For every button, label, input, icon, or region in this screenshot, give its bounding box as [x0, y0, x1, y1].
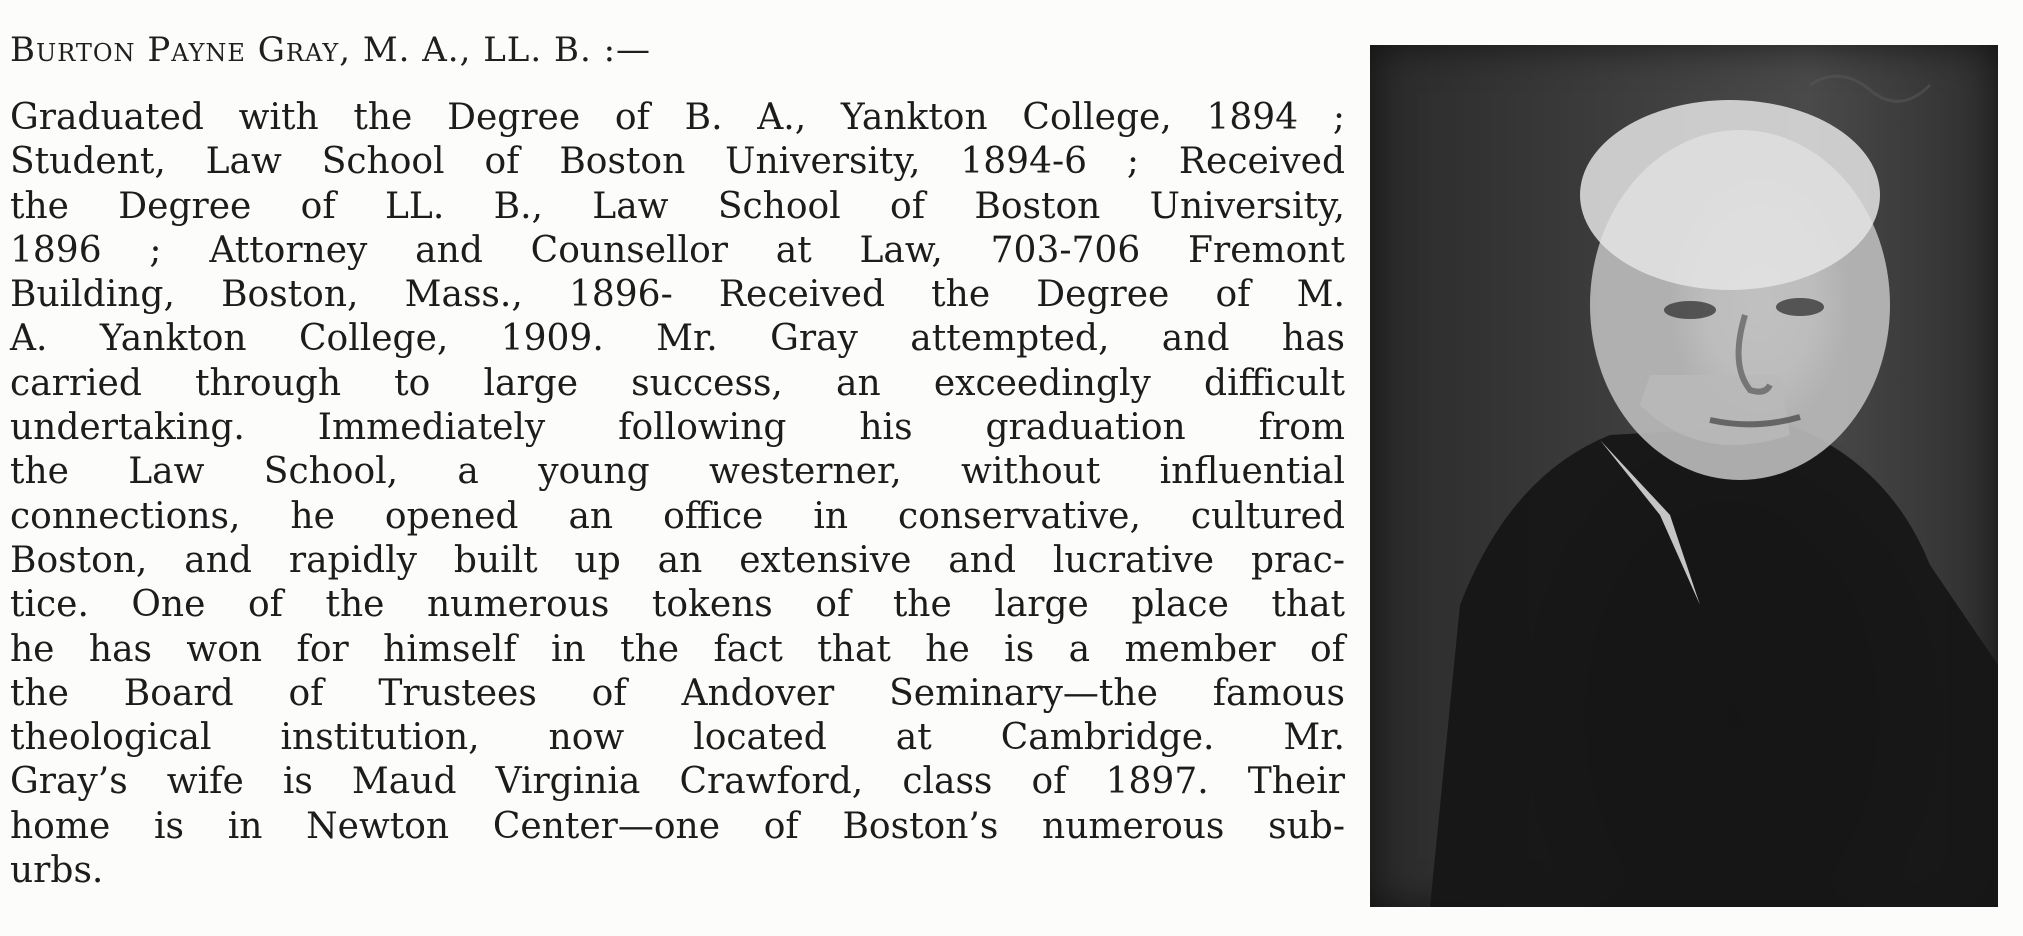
paragraph-line: tice. One of the numerous tokens of the large place that — [10, 584, 1345, 626]
paragraph-line: the Board of Trustees of Andover Seminary—the famous — [10, 672, 1345, 714]
paragraph-line: Boston, and rapidly built up an extensive and lucrative prac- — [10, 539, 1345, 581]
portrait-photo — [1370, 45, 1998, 907]
heading-name: Burton Payne Gray — [10, 30, 340, 70]
paragraph-line: the Degree of LL. B., Law School of Boston University, — [10, 185, 1345, 227]
heading-degrees: , M. A., LL. B. :— — [339, 30, 652, 70]
biography-heading — [10, 30, 651, 70]
paragraph-line: the Law School, a young westerner, without influential — [10, 451, 1345, 493]
paragraph-line: urbs. — [10, 850, 104, 892]
paragraph-line: home is in Newton Center—one of Boston’s numerous sub- — [10, 805, 1345, 847]
paragraph-line: 1896 ; Attorney and Counsellor at Law, 703-706 Fremont — [10, 229, 1345, 271]
paragraph-line: Gray’s wife is Maud Virginia Crawford, class of 1897. Their — [10, 761, 1345, 803]
paragraph-line: Building, Boston, Mass., 1896- Received the Degree of M. — [10, 274, 1345, 316]
paragraph-line: Student, Law School of Boston University, 1894-6 ; Received — [10, 141, 1345, 183]
biography-paragraph — [10, 96, 1345, 893]
paragraph-line: he has won for himself in the fact that he is a member of — [10, 628, 1345, 670]
portrait-illustration — [1370, 45, 1998, 907]
paragraph-line: theological institution, now located at Cambridge. Mr. — [10, 717, 1345, 759]
paragraph-line: connections, he opened an office in conservative, cultured — [10, 495, 1345, 537]
paragraph-line: carried through to large success, an exceedingly difficult — [10, 362, 1345, 404]
paragraph-line: Graduated with the Degree of B. A., Yankton College, 1894 ; — [10, 97, 1345, 138]
paragraph-line: A. Yankton College, 1909. Mr. Gray attempted, and has — [10, 318, 1345, 360]
paragraph-line: undertaking. Immediately following his graduation from — [10, 407, 1345, 449]
